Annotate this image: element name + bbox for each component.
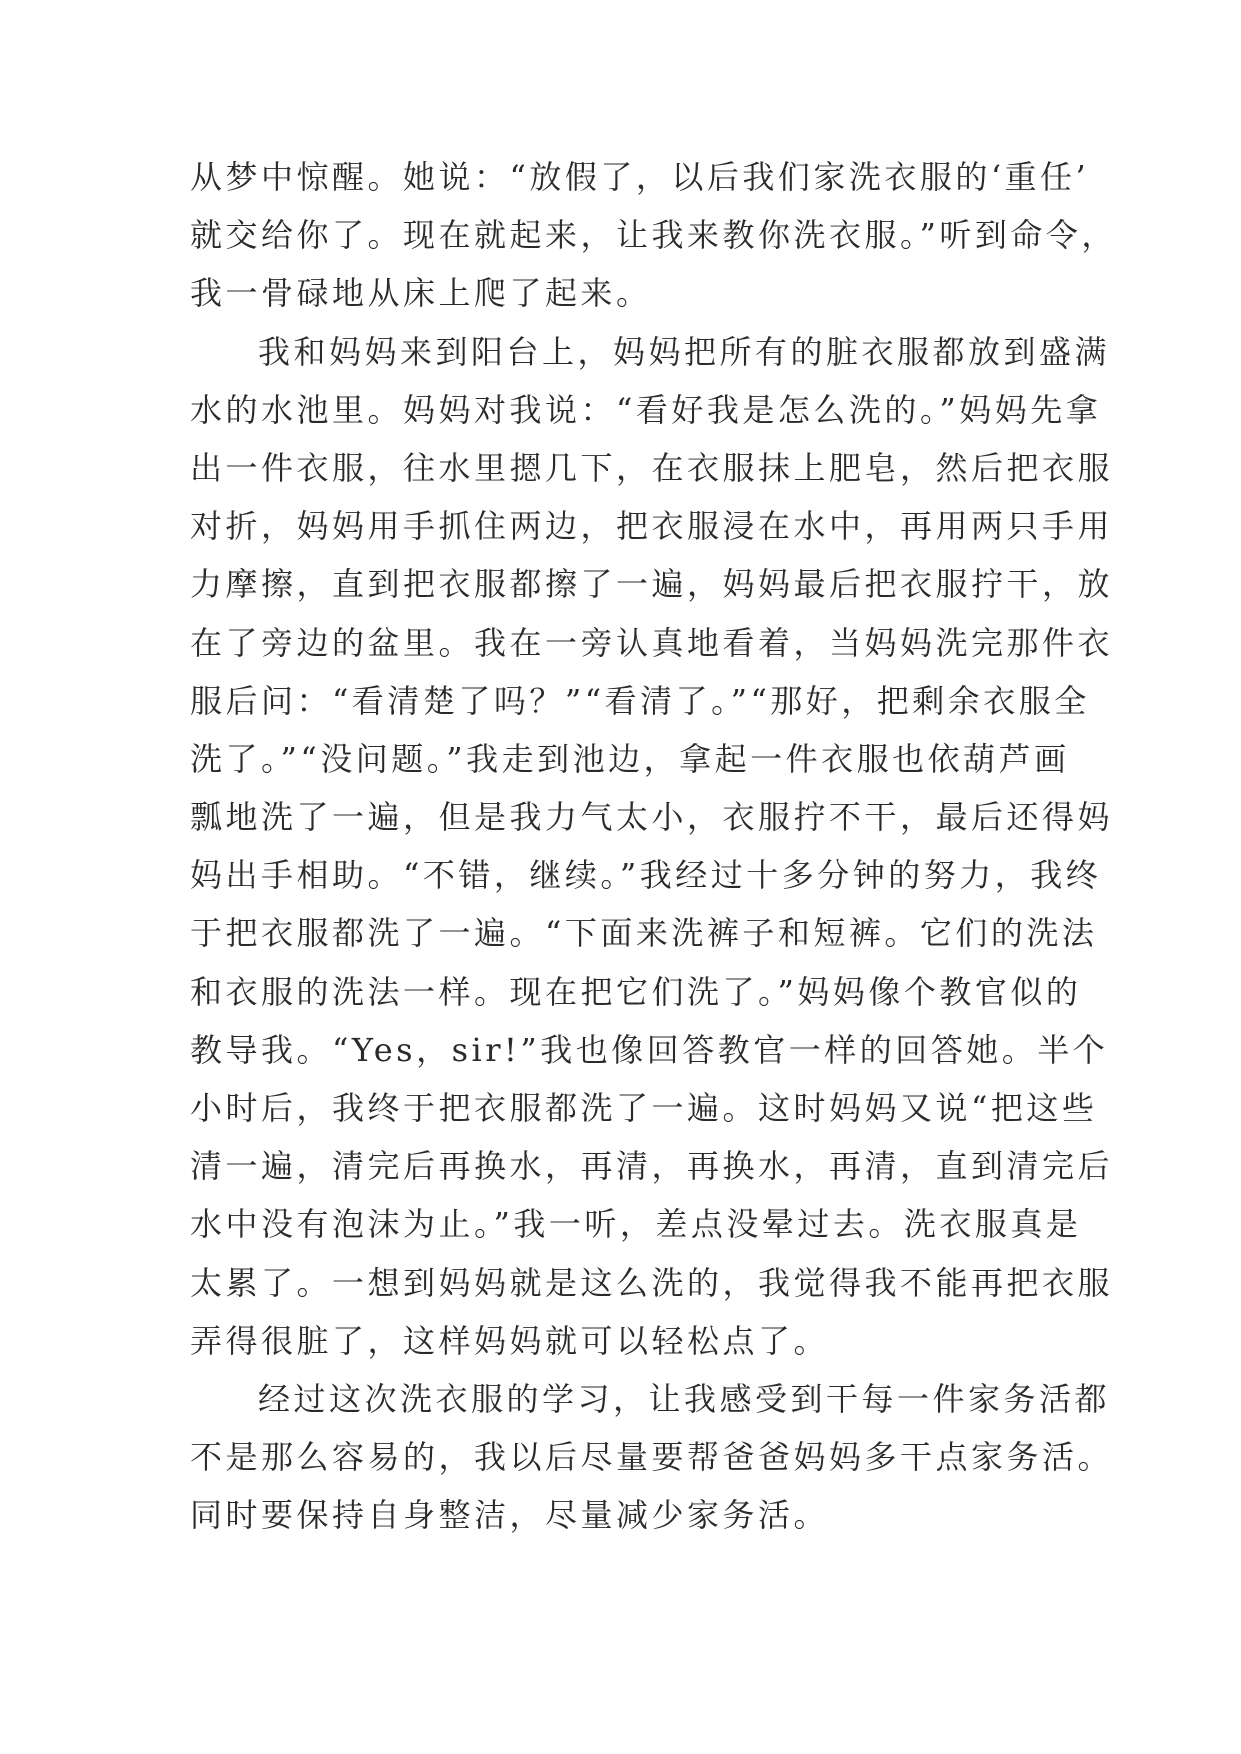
- text-line: 清一遍，清完后再换水，再清，再换水，再清，直到清完后: [190, 1147, 1114, 1186]
- text-line: 经过这次洗衣服的学习，让我感受到干每一件家务活都: [258, 1379, 1111, 1418]
- text-line: 于把衣服都洗了一遍。“下面来洗裤子和短裤。它们的洗法: [190, 914, 1098, 953]
- text-line: 就交给你了。现在就起来，让我来教你洗衣服。”听到命令，: [190, 216, 1117, 255]
- text-line: 力摩擦，直到把衣服都擦了一遍，妈妈最后把衣服拧干，放: [190, 565, 1114, 604]
- text-line: 水中没有泡沫为止。”我一听，差点没晕过去。洗衣服真是: [190, 1205, 1082, 1244]
- text-line: 洗了。”“没问题。”我走到池边，拿起一件衣服也依葫芦画: [190, 739, 1070, 778]
- text-line: 对折，妈妈用手抓住两边，把衣服浸在水中，再用两只手用: [190, 507, 1114, 546]
- paragraph-3: [190, 1370, 1114, 1545]
- text-line: 水的水池里。妈妈对我说：“看好我是怎么洗的。”妈妈先拿: [190, 390, 1102, 429]
- text-line: 我一骨碌地从床上爬了起来。: [190, 274, 652, 313]
- text-line: 妈出手相助。“不错，继续。”我经过十多分钟的努力，我终: [190, 856, 1102, 895]
- text-line: 教导我。“Yes，sir!”我也像回答教官一样的回答她。半个: [190, 1030, 1109, 1069]
- text-line: 同时要保持自身整洁，尽量减少家务活。: [190, 1496, 830, 1535]
- text-line: 在了旁边的盆里。我在一旁认真地看着，当妈妈洗完那件衣: [190, 623, 1114, 662]
- text-line: 太累了。一想到妈妈就是这么洗的，我觉得我不能再把衣服: [190, 1263, 1114, 1302]
- text-line: 我和妈妈来到阳台上，妈妈把所有的脏衣服都放到盛满: [258, 332, 1111, 371]
- document-body: [190, 148, 1117, 1545]
- text-line: 小时后，我终于把衣服都洗了一遍。这时妈妈又说“把这些: [190, 1089, 1098, 1127]
- text-line: 从梦中惊醒。她说：“放假了，以后我们家洗衣服的‘重任’: [190, 158, 1090, 196]
- text-line: 服后问：“看清楚了吗？”“看清了。”“那好，把剩余衣服全: [190, 681, 1090, 720]
- text-line: 瓢地洗了一遍，但是我力气太小，衣服拧不干，最后还得妈: [190, 798, 1114, 837]
- text-line: 不是那么容易的，我以后尽量要帮爸爸妈妈多干点家务活。: [190, 1438, 1114, 1477]
- text-line: 弄得很脏了，这样妈妈就可以轻松点了。: [190, 1321, 830, 1360]
- paragraph-1: [190, 148, 1117, 323]
- text-line: 和衣服的洗法一样。现在把它们洗了。”妈妈像个教官似的: [190, 972, 1082, 1011]
- text-line: 出一件衣服，往水里摁几下，在衣服抹上肥皂，然后把衣服: [190, 448, 1114, 487]
- paragraph-2: [190, 323, 1114, 1370]
